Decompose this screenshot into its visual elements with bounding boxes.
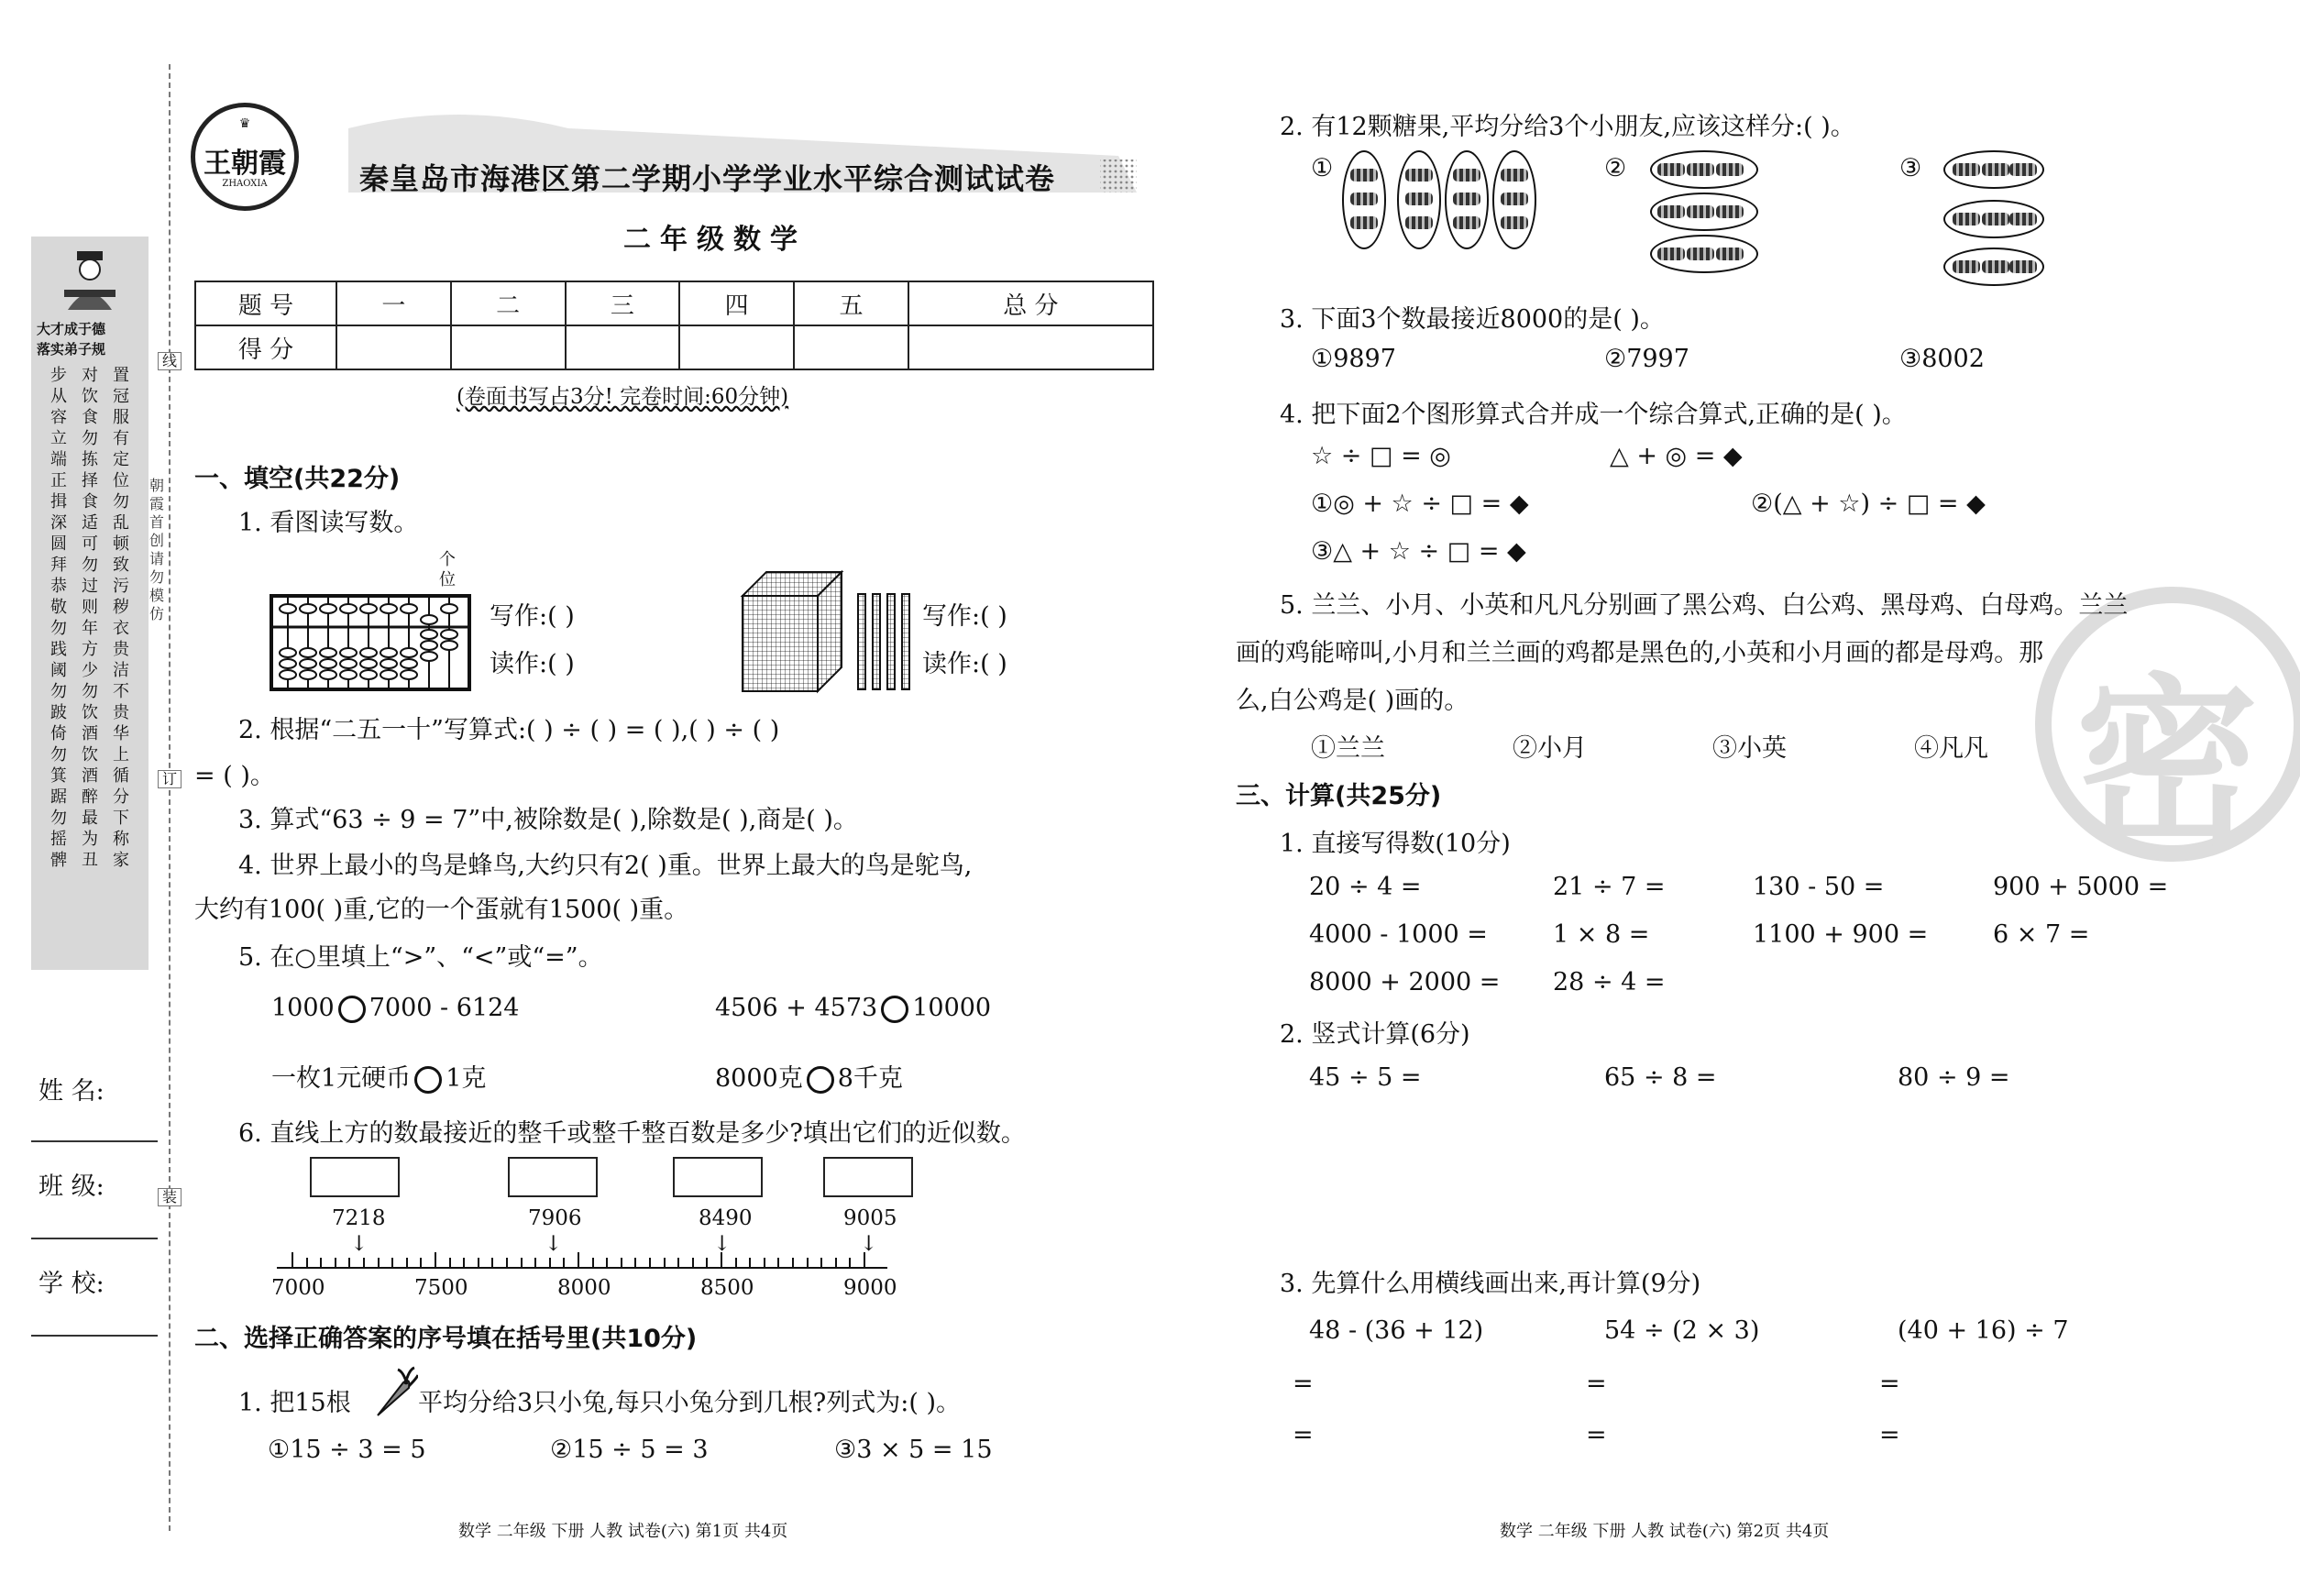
score-header-cell: 三	[566, 281, 680, 325]
oral-item: 20 ÷ 4 =	[1309, 873, 1422, 901]
axis-tick	[835, 1258, 837, 1267]
carrot-icon	[369, 1364, 418, 1419]
axis-label: 8000	[557, 1276, 611, 1300]
candy-icon	[1350, 169, 1378, 182]
motto-line-1: 大才成于德	[37, 321, 106, 337]
candy-icon	[1657, 248, 1685, 260]
axis-tick	[391, 1258, 393, 1267]
axis-tick	[592, 1258, 594, 1267]
oral-item: 1100 + 900 =	[1753, 920, 1929, 949]
q2-5-option-1[interactable]: ①兰兰	[1311, 734, 1385, 763]
axis-tick	[606, 1258, 608, 1267]
q2-5-line-1: 5. 兰兰、小月、小英和凡凡分别画了黑公鸡、白公鸡、黑母鸡、白母鸡。兰兰	[1280, 591, 2129, 620]
candy-icon	[1687, 205, 1714, 218]
axis-tick	[849, 1258, 851, 1267]
candy-icon	[1716, 248, 1744, 260]
q2-4-equation-2: △ + ◎ = ◆	[1610, 442, 1743, 470]
compare-c-left: 一枚1元硬币	[271, 1064, 412, 1093]
compare-circle-icon[interactable]	[414, 1066, 442, 1094]
equals-sign: =	[1586, 1370, 1607, 1398]
name-field[interactable]	[31, 1140, 158, 1142]
candy-icon	[1405, 216, 1433, 229]
mixed-calc-item: (40 + 16) ÷ 7	[1898, 1316, 2069, 1345]
q1-4-line-1: 4. 世界上最小的鸟是蜂鸟,大约只有2( )重。世界上最大的鸟是鸵鸟,	[238, 852, 973, 880]
axis-tick	[363, 1258, 365, 1267]
q2-2-option-3-label[interactable]: ③	[1899, 154, 1922, 182]
compare-a-right: 7000 - 6124	[369, 994, 520, 1022]
down-arrow-icon: ↓	[860, 1232, 878, 1256]
compare-d-right: 8千克	[837, 1064, 903, 1093]
exam-note: (卷面书写占3分! 完卷时间:60分钟)	[457, 385, 789, 409]
axis-tick	[306, 1258, 308, 1267]
compare-c-right: 1克	[446, 1064, 487, 1093]
down-arrow-icon: ↓	[713, 1232, 732, 1256]
section1-heading: 一、填空(共22分)	[194, 465, 401, 493]
q2-2-option-2-label[interactable]: ②	[1604, 154, 1627, 182]
q1-1-write-2: 写作:( )	[922, 602, 1007, 631]
axis-tick	[792, 1258, 794, 1267]
axis-tick	[435, 1252, 436, 1267]
axis-label: 7500	[414, 1276, 468, 1300]
footer-left: 数学 二年级 下册 人教 试卷(六) 第1页 共4页	[458, 1522, 788, 1541]
vertical-calc-item: 80 ÷ 9 =	[1898, 1063, 2010, 1092]
q1-4-line-2: 大约有100( )重,它的一个蛋就有1500( )重。	[194, 896, 689, 924]
school-label: 学 校:	[39, 1270, 105, 1298]
compare-item-c	[271, 1058, 486, 1094]
score-header-cell: 总 分	[908, 281, 1153, 325]
candy-icon	[1953, 213, 1980, 226]
axis-tick	[649, 1258, 651, 1267]
q1-1-read-2: 读作:( )	[922, 650, 1007, 678]
q3-1-text: 1. 直接写得数(10分)	[1280, 830, 1511, 858]
axis-tick	[721, 1252, 722, 1267]
axis-tick	[706, 1258, 708, 1267]
axis-tick	[735, 1258, 737, 1267]
down-arrow-icon: ↓	[545, 1232, 563, 1256]
axis-tick	[864, 1252, 865, 1267]
q2-2-option-1-label[interactable]: ①	[1311, 154, 1334, 182]
q1-5-text: 5. 在○里填上“>”、“<”或“=”。	[238, 943, 603, 972]
score-header-cell: 二	[451, 281, 566, 325]
axis-tick	[521, 1258, 523, 1267]
section3-heading: 三、计算(共25分)	[1236, 782, 1442, 810]
score-cell[interactable]	[451, 325, 566, 369]
rules-panel	[31, 237, 149, 970]
compare-a-left: 1000	[271, 994, 335, 1022]
q2-5-option-4[interactable]: ④凡凡	[1914, 734, 1988, 763]
score-table-header-row	[195, 281, 1153, 325]
q2-4-option-3[interactable]: ③△ + ☆ ÷ □ = ◆	[1311, 537, 1526, 566]
candy-icon	[2009, 260, 2037, 273]
axis-tick	[820, 1258, 822, 1267]
candy-icon	[1453, 216, 1480, 229]
scholar-figure-icon	[59, 249, 121, 314]
q2-5-option-2[interactable]: ②小月	[1513, 734, 1587, 763]
candy-icon	[1501, 193, 1528, 205]
abacus-label-top: 个	[439, 550, 456, 569]
binding-tag-order: 订	[158, 770, 182, 788]
candy-icon	[1657, 205, 1685, 218]
score-table	[194, 281, 1154, 370]
q2-5-option-3[interactable]: ③小英	[1712, 734, 1787, 763]
candy-icon	[1350, 193, 1378, 205]
score-header-cell: 五	[794, 281, 908, 325]
axis-tick	[664, 1258, 666, 1267]
q2-3-text: 3. 下面3个数最接近8000的是( )。	[1280, 305, 1665, 334]
axis-line	[277, 1267, 887, 1269]
candy-icon	[1453, 169, 1480, 182]
equals-sign: =	[1879, 1421, 1900, 1449]
q2-1-text-b: 平均分给3只小兔,每只小兔分到几根?列式为:( )。	[418, 1389, 961, 1417]
axis-tick	[764, 1258, 765, 1267]
compare-item-a	[271, 994, 519, 1023]
logo	[191, 103, 299, 211]
axis-tick	[578, 1252, 579, 1267]
abacus-label-bottom: 位	[439, 570, 456, 589]
compare-d-left: 8000克	[715, 1064, 803, 1093]
rules-column-2: 对饮食勿拣择食适可勿过则年方少勿饮酒饮酒醉最为丑	[82, 366, 98, 870]
oral-item: 4000 - 1000 =	[1309, 920, 1488, 949]
compare-circle-icon[interactable]	[881, 996, 908, 1023]
candy-icon	[1405, 193, 1433, 205]
secret-stamp	[2035, 587, 2300, 872]
axis-tick	[749, 1258, 751, 1267]
number-label: 9005	[843, 1206, 897, 1230]
candy-icon	[1982, 260, 2009, 273]
abacus-place-label	[436, 550, 458, 590]
oral-item: 6 × 7 =	[1993, 920, 2090, 949]
answer-box[interactable]	[673, 1157, 763, 1197]
q1-6-text: 6. 直线上方的数最接近的整千或整千整百数是多少?填出它们的近似数。	[238, 1119, 1026, 1148]
q2-1-option-2[interactable]: ②15 ÷ 5 = 3	[550, 1436, 709, 1464]
q1-1-read-1: 读作:( )	[490, 650, 575, 678]
q1-2-line-2: = ( )。	[194, 762, 275, 790]
candy-icon	[2009, 213, 2037, 226]
axis-tick	[420, 1258, 422, 1267]
q2-3-option-1[interactable]: ①9897	[1311, 345, 1396, 373]
axis-tick	[534, 1258, 536, 1267]
footer-right: 数学 二年级 下册 人教 试卷(六) 第2页 共4页	[1500, 1522, 1830, 1541]
score-label-cell: 得 分	[195, 325, 336, 369]
score-header-cell: 四	[679, 281, 794, 325]
number-label: 7906	[528, 1206, 582, 1230]
candy-icon	[1716, 163, 1744, 176]
q2-4-equation-1: ☆ ÷ □ = ◎	[1311, 442, 1451, 470]
axis-tick	[320, 1258, 322, 1267]
axis-tick	[549, 1258, 551, 1267]
axis-tick	[348, 1258, 350, 1267]
axis-label: 7000	[271, 1276, 325, 1300]
candy-icon	[1657, 163, 1685, 176]
score-cell[interactable]	[566, 325, 680, 369]
axis-tick	[777, 1258, 779, 1267]
compare-circle-icon[interactable]	[807, 1066, 834, 1094]
candy-icon	[1405, 169, 1433, 182]
answer-box[interactable]	[508, 1157, 598, 1197]
q1-1-write-1: 写作:( )	[490, 602, 575, 631]
q2-3-option-2[interactable]: ②7997	[1604, 345, 1689, 373]
candy-icon	[1953, 260, 1980, 273]
score-cell[interactable]	[336, 325, 451, 369]
candy-icon	[1687, 163, 1714, 176]
score-table-score-row	[195, 325, 1153, 369]
candy-icon	[1982, 213, 2009, 226]
candy-icon	[1501, 216, 1528, 229]
score-cell[interactable]	[679, 325, 794, 369]
oral-item: 1 × 8 =	[1553, 920, 1650, 949]
binding-tag-bind: 装	[158, 1188, 182, 1206]
candy-icon	[1501, 169, 1528, 182]
axis-tick	[292, 1252, 293, 1267]
q2-4-option-1[interactable]: ①◎ + ☆ ÷ □ = ◆	[1311, 490, 1529, 518]
compare-item-b	[715, 994, 991, 1023]
logo-text: 王朝霞	[204, 148, 286, 180]
compare-item-d	[715, 1058, 903, 1094]
logo-small-text: ZHAOXIA	[222, 179, 268, 189]
mixed-calc-item: 54 ÷ (2 × 3)	[1604, 1316, 1760, 1345]
q3-2-text: 2. 竖式计算(6分)	[1280, 1020, 1470, 1049]
candy-icon	[1982, 163, 2009, 176]
axis-tick	[463, 1258, 465, 1267]
mixed-calc-item: 48 - (36 + 12)	[1309, 1316, 1484, 1345]
compare-b-right: 10000	[912, 994, 992, 1022]
equals-sign: =	[1293, 1421, 1314, 1449]
motto-line-2: 落实弟子规	[37, 341, 106, 358]
q2-1-option-1[interactable]: ①15 ÷ 3 = 5	[268, 1436, 426, 1464]
class-label: 班 级:	[39, 1172, 105, 1201]
axis-tick	[335, 1258, 336, 1267]
q2-5-line-2: 画的鸡能啼叫,小月和兰兰画的鸡都是黑色的,小英和小月画的都是母鸡。那	[1236, 639, 2044, 667]
logo-crown-icon: ♛	[238, 116, 251, 131]
q2-4-option-2[interactable]: ②(△ + ☆) ÷ □ = ◆	[1751, 490, 1986, 518]
q2-4-text: 4. 把下面2个图形算式合并成一个综合算式,正确的是( )。	[1280, 401, 1907, 429]
equals-sign: =	[1586, 1421, 1607, 1449]
number-label: 7218	[332, 1206, 386, 1230]
rules-column-3: 置冠服有定位勿乱顿致污秽衣贵洁不贵华上循分下称家	[113, 366, 129, 870]
candy-icon	[1953, 163, 1980, 176]
vertical-calc-item: 65 ÷ 8 =	[1604, 1063, 1717, 1092]
vertical-calc-item: 45 ÷ 5 =	[1309, 1063, 1422, 1092]
q1-2-line-1: 2. 根据“二五一十”写算式:( ) ÷ ( ) = ( ),( ) ÷ ( )	[238, 716, 780, 744]
axis-tick	[563, 1258, 565, 1267]
candy-icon	[1453, 193, 1480, 205]
compare-b-left: 4506 + 4573	[715, 994, 878, 1022]
class-field[interactable]	[31, 1238, 158, 1239]
equals-sign: =	[1879, 1370, 1900, 1398]
brand-vertical-text: 朝霞首创请勿模仿	[149, 477, 164, 622]
axis-label: 8500	[700, 1276, 754, 1300]
q1-1-text: 1. 看图读写数。	[238, 509, 419, 537]
score-header-cell: 题 号	[195, 281, 336, 325]
axis-tick	[621, 1258, 622, 1267]
axis-tick	[491, 1258, 493, 1267]
axis-tick	[692, 1258, 694, 1267]
exam-subtitle: 二年级数学	[623, 224, 807, 256]
q2-5-line-3: 么,白公鸡是( )画的。	[1236, 687, 1469, 715]
score-header-cell: 一	[336, 281, 451, 325]
score-cell[interactable]	[794, 325, 908, 369]
axis-tick	[449, 1258, 451, 1267]
q2-2-text: 2. 有12颗糖果,平均分给3个小朋友,应该这样分:( )。	[1280, 113, 1855, 141]
oral-item: 900 + 5000 =	[1993, 873, 2169, 901]
oral-item: 28 ÷ 4 =	[1553, 968, 1666, 996]
number-label: 8490	[699, 1206, 753, 1230]
equals-sign: =	[1293, 1370, 1314, 1398]
axis-tick	[406, 1258, 408, 1267]
down-arrow-icon: ↓	[350, 1232, 369, 1256]
axis-tick	[807, 1258, 809, 1267]
name-label: 姓 名:	[39, 1077, 105, 1106]
school-field[interactable]	[31, 1335, 158, 1337]
exam-title: 秦皇岛市海港区第二学期小学学业水平综合测试试卷	[359, 161, 1056, 196]
answer-box[interactable]	[823, 1157, 913, 1197]
abacus-image	[270, 594, 471, 691]
score-cell[interactable]	[908, 325, 1153, 369]
q1-3-text: 3. 算式“63 ÷ 9 = 7”中,被除数是( ),除数是( ),商是( )。	[238, 806, 858, 834]
answer-box[interactable]	[310, 1157, 400, 1197]
q3-3-text: 3. 先算什么用横线画出来,再计算(9分)	[1280, 1270, 1701, 1298]
axis-label: 9000	[843, 1276, 897, 1300]
q2-1-option-3[interactable]: ③3 × 5 = 15	[834, 1436, 993, 1464]
axis-tick	[478, 1258, 479, 1267]
axis-tick	[634, 1258, 636, 1267]
candy-icon	[2009, 163, 2037, 176]
oral-item: 21 ÷ 7 =	[1553, 873, 1666, 901]
candy-icon	[1716, 205, 1744, 218]
stamp-text: 密	[2075, 658, 2260, 872]
binding-line	[169, 64, 171, 1531]
rules-column-1: 步从容立端正揖深圆拜恭敬勿践阈勿跛倚勿箕踞勿摇髀	[50, 366, 67, 870]
binding-tag-line: 线	[158, 352, 182, 370]
axis-tick	[378, 1258, 380, 1267]
candy-icon	[1350, 216, 1378, 229]
compare-circle-icon[interactable]	[338, 996, 366, 1023]
oral-item: 8000 + 2000 =	[1309, 968, 1501, 996]
q2-3-option-3[interactable]: ③8002	[1899, 345, 1985, 373]
candy-icon	[1687, 248, 1714, 260]
cube-blocks-image	[739, 568, 922, 695]
axis-tick	[506, 1258, 508, 1267]
oral-item: 130 - 50 =	[1753, 873, 1885, 901]
q2-1-text-a: 1. 把15根	[238, 1389, 351, 1417]
axis-tick	[677, 1258, 679, 1267]
section2-heading: 二、选择正确答案的序号填在括号里(共10分)	[194, 1325, 698, 1353]
